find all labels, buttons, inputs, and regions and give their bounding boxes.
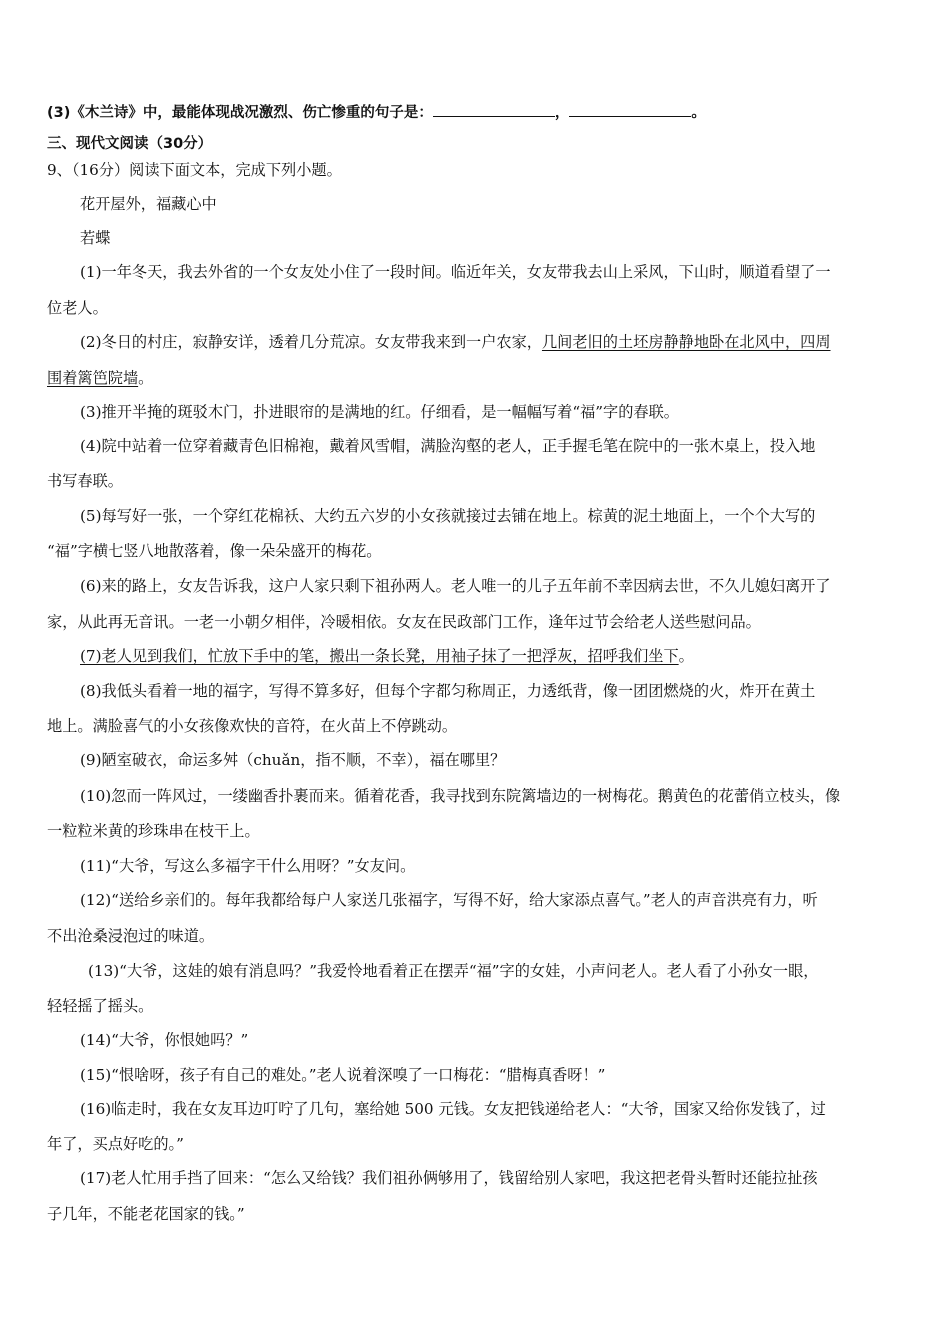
paragraph-text: (2)冬日的村庄，寂静安详，透着几分荒凉。女友带我来到一户农家， xyxy=(80,333,542,351)
paragraph-line: 家，从此再无音讯。一老一小朝夕相伴，冷暖相依。女友在民政部门工作，逢年过节会给老人送些慰问品。 xyxy=(47,613,761,631)
question-3 xyxy=(47,102,706,123)
paragraph-line: (12)“送给乡亲们的。每年我都给每户人家送几张福字，写得不好，给大家添点喜气。”老人的声音洪亮有力，听 xyxy=(80,891,818,909)
paragraph-line: (3)推开半掩的斑驳木门，扑进眼帘的是满地的红。仔细看，是一幅幅写着“福”字的春联。 xyxy=(80,403,679,421)
article-title: 花开屋外，福藏心中 xyxy=(80,195,217,213)
paragraph-line: (17)老人忙用手挡了回来：“怎么又给钱？我们祖孙俩够用了，钱留给别人家吧，我这把老骨头暂时还能拉扯孩 xyxy=(80,1169,818,1187)
paragraph-line: (5)每写好一张，一个穿红花棉袄、大约五六岁的小女孩就接过去铺在地上。棕黄的泥土地面上，一个个大写的 xyxy=(80,507,816,525)
section-heading: 三、现代文阅读（30分） xyxy=(47,136,213,152)
question-3-end: 。 xyxy=(691,105,706,121)
paragraph-line: 一粒粒米黄的珍珠串在枝干上。 xyxy=(47,822,260,840)
paragraph-line xyxy=(80,646,694,666)
paragraph-line: 轻轻摇了摇头。 xyxy=(47,997,154,1015)
question-3-prompt: (3)《木兰诗》中，最能体现战况激烈、伤亡惨重的句子是： xyxy=(47,105,433,121)
paragraph-line xyxy=(80,332,831,352)
underlined-sentence: (7)老人见到我们，忙放下手中的笔，搬出一条长凳，用袖子抹了一把浮灰，招呼我们坐下 xyxy=(80,647,679,665)
question-9-intro: 9、（16分）阅读下面文本，完成下列小题。 xyxy=(47,161,342,179)
paragraph-line: (10)忽而一阵风过，一缕幽香扑裹而来。循着花香，我寻找到东院篱墙边的一树梅花。鹅黄色的花蕾俏立枝头，像 xyxy=(80,787,841,805)
paragraph-line: (4)院中站着一位穿着藏青色旧棉袍，戴着风雪帽，满脸沟壑的老人，正手握毛笔在院中的一张木桌上，投入地 xyxy=(80,437,816,455)
paragraph-line: (14)“大爷，你恨她吗？” xyxy=(80,1031,249,1049)
question-3-separator: ， xyxy=(554,105,570,121)
paragraph-line: (11)“大爷，写这么多福字干什么用呀？”女友问。 xyxy=(80,857,416,875)
paragraph-text: 。 xyxy=(138,369,154,387)
paragraph-line: 书写春联。 xyxy=(47,472,123,490)
paragraph-line: 子几年，不能老花国家的钱。” xyxy=(47,1205,245,1223)
underlined-sentence: 围着篱笆院墙 xyxy=(47,369,139,387)
paragraph-line: (9)陋室破衣，命运多舛（chuǎn，指不顺，不幸），福在哪里？ xyxy=(80,751,506,769)
paragraph-line: 地上。满脸喜气的小女孩像欢快的音符，在火苗上不停跳动。 xyxy=(47,717,458,735)
paragraph-line: (8)我低头看着一地的福字，写得不算多好，但每个字都匀称周正，力透纸背，像一团团燃烧的火，炸开在黄土 xyxy=(80,682,816,700)
paragraph-text: 。 xyxy=(678,647,694,665)
answer-blank-2[interactable] xyxy=(569,102,691,117)
paragraph-line: (13)“大爷，这娃的娘有消息吗？”我爱怜地看着正在摆弄“福”字的女娃，小声问老人。老人看了小孙女一眼， xyxy=(88,962,819,980)
article-author: 若蝶 xyxy=(80,229,111,247)
paragraph-line: 不出沧桑浸泡过的味道。 xyxy=(47,927,215,945)
paragraph-line: (16)临走时，我在女友耳边叮咛了几句，塞给她 500 元钱。女友把钱递给老人：“大爷，国家又给你发钱了，过 xyxy=(80,1100,826,1118)
paragraph-line: (1)一年冬天，我去外省的一个女友处小住了一段时间。临近年关，女友带我去山上采风，下山时，顺道看望了一 xyxy=(80,263,831,281)
paragraph-line: 年了，买点好吃的。” xyxy=(47,1135,184,1153)
paragraph-line: “福”字横七竖八地散落着，像一朵朵盛开的梅花。 xyxy=(47,542,382,560)
paragraph-line xyxy=(47,368,153,388)
paragraph-line: (15)“恨啥呀，孩子有自己的难处。”老人说着深嗅了一口梅花：“腊梅真香呀！” xyxy=(80,1066,606,1084)
paragraph-line: (6)来的路上，女友告诉我，这户人家只剩下祖孙两人。老人唯一的儿子五年前不幸因病去世，不久儿媳妇离开了 xyxy=(80,577,831,595)
answer-blank-1[interactable] xyxy=(433,102,555,117)
paragraph-line: 位老人。 xyxy=(47,299,108,317)
underlined-sentence: 几间老旧的土坯房静静地卧在北风中，四周 xyxy=(541,333,831,351)
